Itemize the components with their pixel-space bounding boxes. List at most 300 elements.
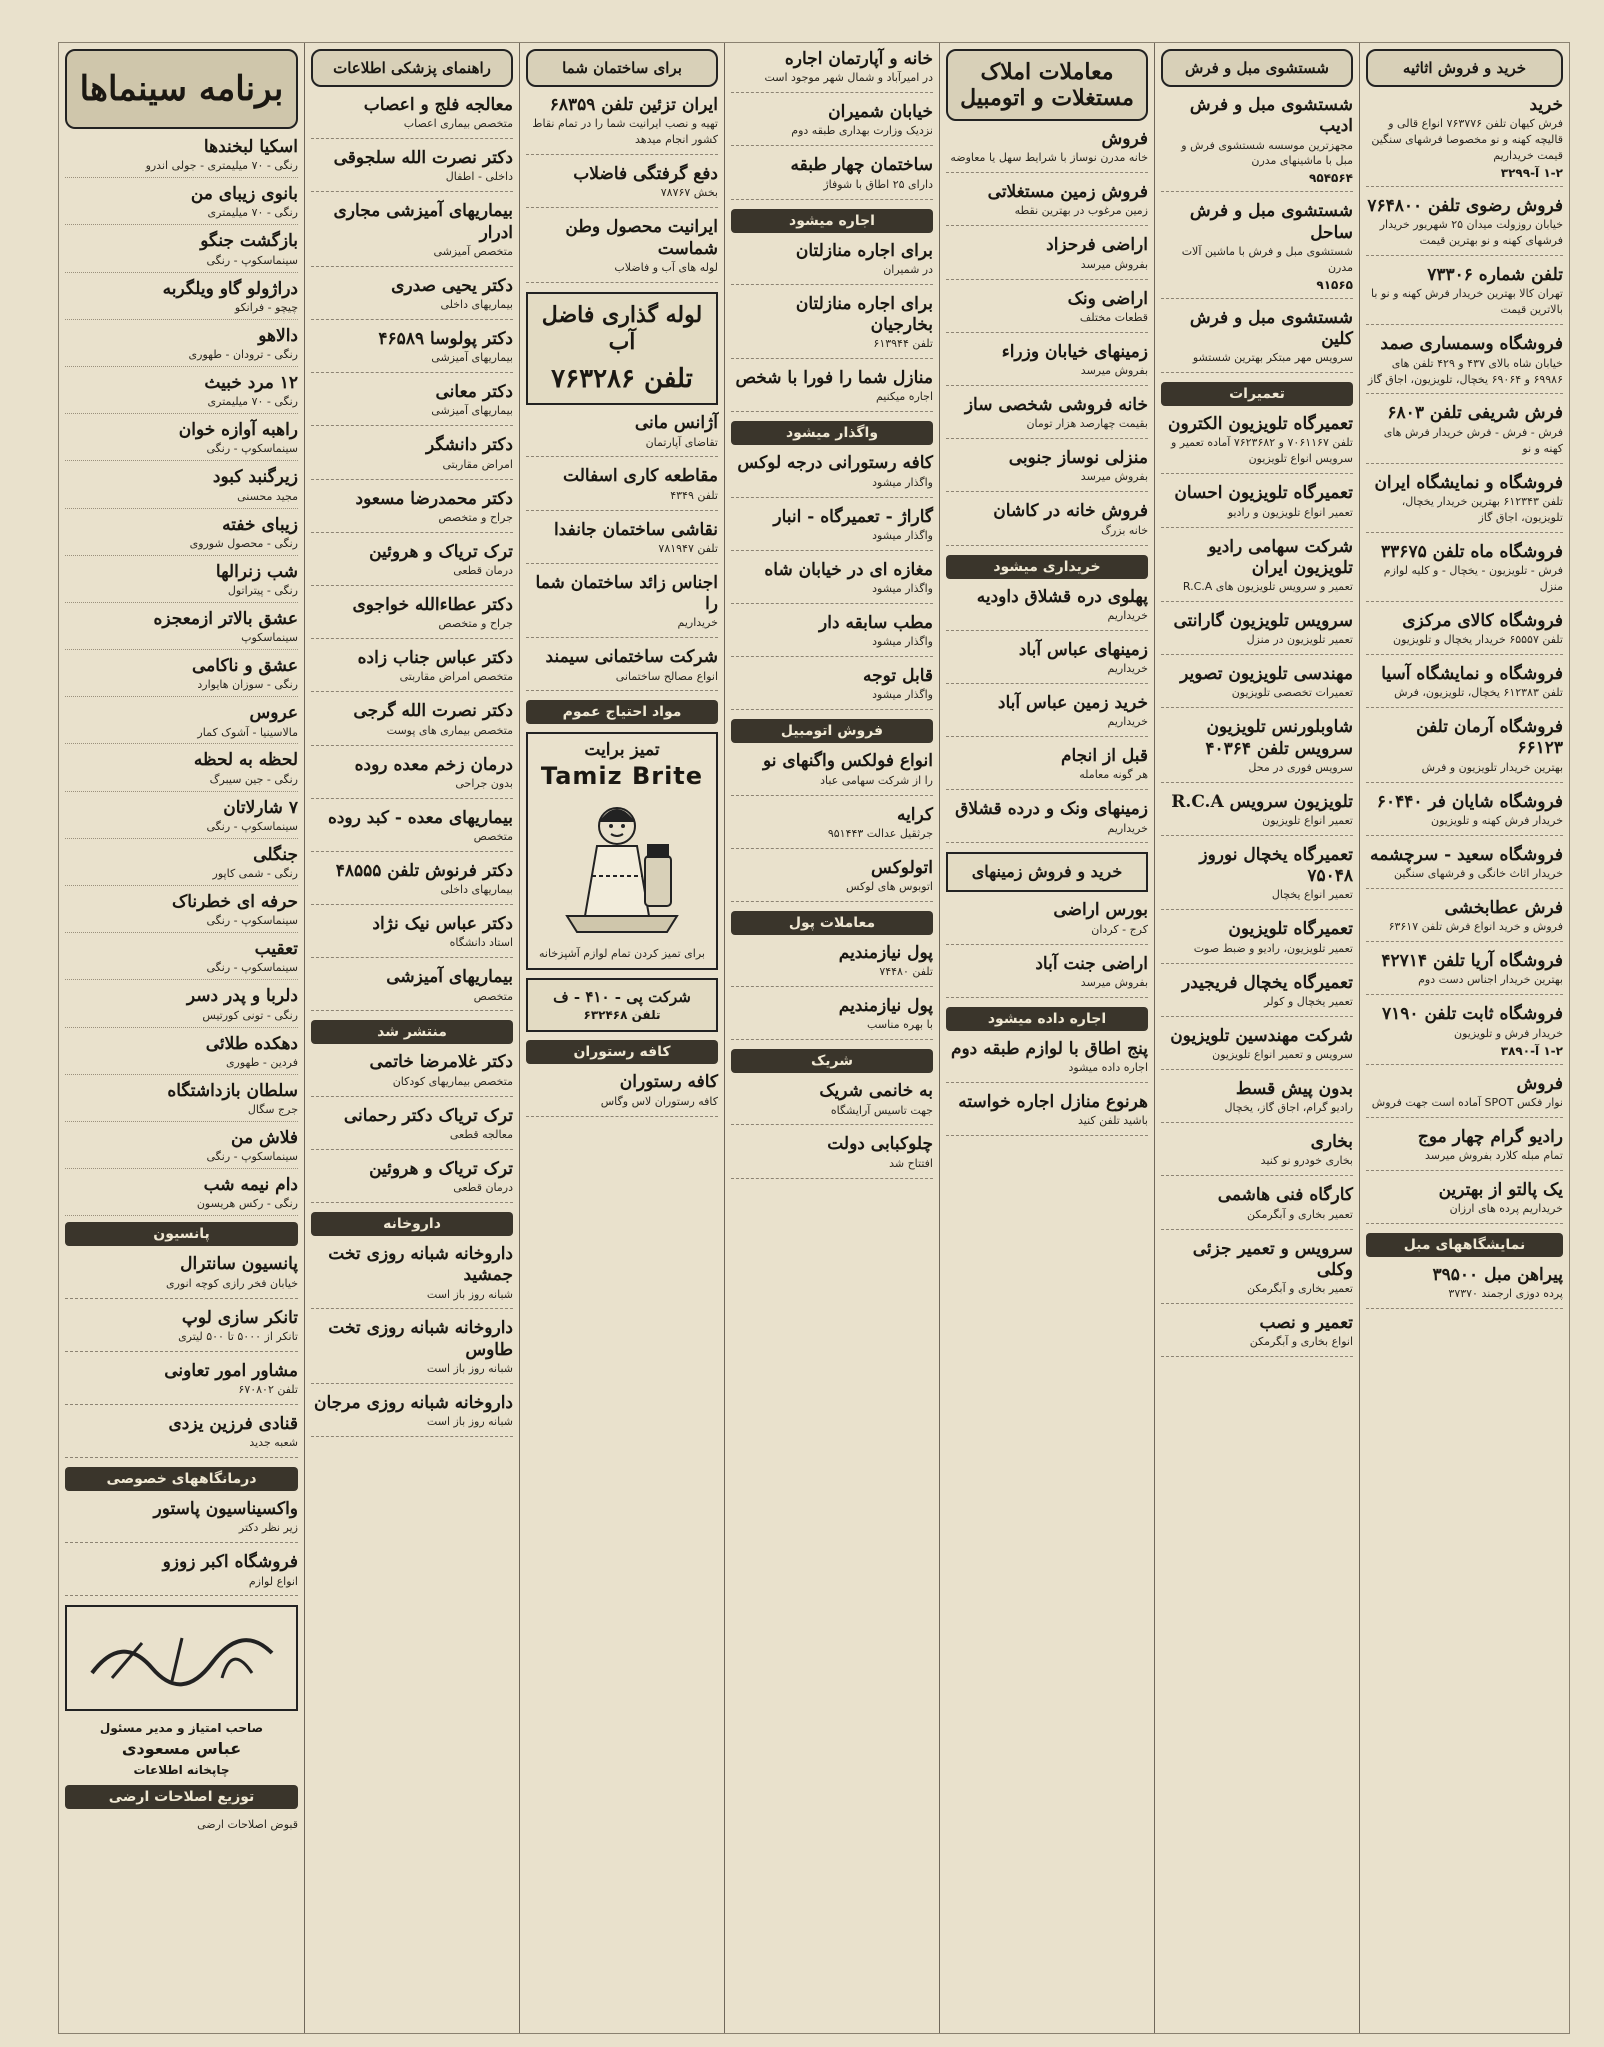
ad-title: ایران تزئین تلفن ۶۸۳۵۹ [549, 95, 718, 115]
classified-ad [1161, 845, 1353, 910]
ad-body: با بهره مناسب [867, 1018, 933, 1032]
ad-body: مالاسینیا - آشوک کمار [197, 725, 298, 739]
ad-title: برای اجاره منازلتان بخارجیان [795, 293, 933, 335]
classified-ad [731, 996, 933, 1040]
ad-title: دام نیمه شب [203, 1175, 298, 1196]
column-header: خرید و فروش اثاثیه [1366, 49, 1563, 87]
classified-ad [311, 1052, 513, 1096]
ad-title: دراژولو گاو ویلگربه [162, 278, 298, 299]
section-label: نمایشگاههای مبل [1366, 1233, 1563, 1257]
ad-body: جرثقیل عدالت ۹۵۱۴۴۳ [827, 826, 933, 840]
ad-body: در شمیران [883, 262, 933, 276]
classified-ad [1161, 1079, 1353, 1123]
ad-body: سرویس و تعمیر انواع تلویزیون [1212, 1048, 1353, 1061]
section-label: توزیع اصلاحات ارضی [65, 1785, 298, 1809]
ad-body: بهترین خریدار تلویزیون و فرش [1421, 760, 1563, 774]
ad-body: سینماسکوپ - رنگی [206, 914, 298, 928]
ad-title: حرفه ای خطرناک [172, 892, 298, 912]
ad-body: تعمیر انواع یخچال [1271, 888, 1353, 902]
ad-body: بفروش میرسد [1080, 257, 1148, 271]
ad-title: به خانمی شریک [819, 1081, 933, 1102]
cinema-listing [65, 231, 298, 272]
ad-body: سینماسکوپ [241, 631, 298, 645]
ad-title: خانه فروشی شخصی ساز [964, 394, 1148, 415]
classified-ad [1161, 1313, 1353, 1357]
ad-body: رنگی - رکس هریسون [196, 1197, 298, 1211]
ad-body: خانه مدرن نوساز با شرایط سهل یا معاوضه [950, 151, 1148, 165]
ad-title: دکتر غلامرضا خاتمی [369, 1052, 513, 1073]
ad-title: فروشگاه شایان فر ۶۰۴۴۰ [1376, 791, 1563, 812]
ad-title: شستشوی مبل و فرش ادیب [1189, 95, 1353, 137]
section-label: واگذار میشود [731, 421, 933, 445]
ad-title: منزلی نوساز جنوبی [1008, 448, 1148, 469]
ad-title: فروش زمین مستغلاتی [987, 182, 1148, 203]
ad-body: تعمیر و سرویس تلویزیون های R.C.A [1182, 580, 1353, 593]
ad-body: فروش و خرید انواع فرش تلفن ۶۳۶۱۷ [1388, 920, 1563, 934]
cinema-listing [65, 656, 298, 697]
classified-ad [1366, 717, 1563, 782]
classified-ad [946, 448, 1148, 492]
ad-body: بیماریهای آمیزشی [431, 404, 513, 418]
classified-ad [1366, 898, 1563, 942]
ad-body: خریداریم [677, 616, 718, 630]
ad-title: داروخانه شبانه روزی تخت جمشید [328, 1244, 513, 1286]
ad-title: فلاش من [231, 1127, 298, 1148]
classified-ad [311, 808, 513, 852]
classified-ad [946, 1039, 1148, 1083]
ad-title: تعمیر و نصب [1259, 1312, 1353, 1333]
ad-title: زمینهای ونک و درده قشلاق [955, 799, 1148, 820]
phone-ad [526, 978, 718, 1033]
classified-ad [65, 1552, 298, 1596]
ad-title: انواع فولکس واگنهای نو [763, 751, 933, 772]
ad-title: اتولوکس [871, 857, 933, 878]
classified-ad [1161, 483, 1353, 527]
ad-body: کرج - کردان [1091, 922, 1148, 936]
ad-body: افتتاح شد [889, 1156, 933, 1170]
ad-body: واگذار میشود [872, 635, 933, 649]
classified-ad [1366, 403, 1563, 463]
ad-body: تلفن ۶۱۲۳۴۳ بهترین خریدار یخچال، تلویزیون، اجاق گاز [1401, 494, 1563, 524]
classified-ad [946, 954, 1148, 998]
cinema-listing [65, 750, 298, 791]
ad-title: لحظه به لحظه [193, 750, 298, 771]
classified-ad [1161, 973, 1353, 1017]
ad-body: تعمیر تلویزیون، رادیو و ضبط صوت [1193, 941, 1353, 955]
cinema-listing [65, 798, 298, 839]
ad-title: شاوبلورنس تلویزیون سرویس تلفن ۴۰۳۶۴ [1205, 717, 1353, 759]
classified-ad [1366, 611, 1563, 655]
ad-title: دکتر عطاءالله خواجوی [352, 594, 513, 615]
ad-body: جراح و متخصص [438, 617, 513, 631]
ad-body: شبانه روز باز است [426, 1415, 513, 1429]
ad-body: تعمیر یخچال و کولر [1264, 994, 1353, 1008]
ad-title: دکتر یحیی صدری [391, 275, 513, 296]
classified-ad [946, 235, 1148, 279]
ad-body: تهران کالا بهترین خریدار فرش کهنه و نو با بالاترین قیمت [1371, 287, 1563, 317]
classified-ad [731, 368, 933, 412]
ad-title: عشق بالاتر ازمعجزه [153, 608, 298, 629]
classified-ad [731, 943, 933, 987]
ad-title: خرید [1529, 95, 1563, 115]
classified-ad [1366, 664, 1563, 708]
classified-ad [311, 595, 513, 639]
ad-body: دارای ۲۵ اطاق با شوفاژ [823, 177, 933, 191]
ad-body: متخصص بیماریهای کودکان [392, 1074, 513, 1088]
ad-body: فرش کیهان تلفن ۷۶۳۷۷۶ انواع قالی و قالیچه کهنه و نو مخصوصا فرشهای سنگین قیمت خریداریم [1371, 117, 1563, 163]
cinema-listing [65, 609, 298, 650]
classified-ad [731, 560, 933, 604]
classified-ad [65, 1254, 298, 1298]
classified-ad [311, 1159, 513, 1203]
ad-title: فروشگاه آریا تلفن ۴۲۷۱۴ [1381, 951, 1563, 972]
classified-ad [946, 129, 1148, 173]
classified-ad [731, 49, 933, 93]
classified-ad [731, 751, 933, 795]
ad-title: هرنوع منازل اجاره خواسته [958, 1092, 1148, 1112]
ad-title: عروس [249, 703, 298, 724]
column-real-estate [939, 43, 1154, 2033]
ad-title: لوله گذاری فاضل آب [541, 301, 703, 356]
ad-body: رنگی - شمی کاپور [212, 867, 298, 881]
classified-ad [1161, 201, 1353, 298]
ad-title: قنادی فرزین یزدی [168, 1413, 298, 1434]
classified-ad [1161, 1132, 1353, 1176]
ad-body: رنگی - تونی کورتیس [202, 1008, 298, 1022]
ad-title: دالاهو [258, 325, 298, 346]
classified-ad [731, 241, 933, 285]
classified-ad [526, 466, 718, 510]
classified-ad [946, 799, 1148, 843]
ad-title: فروش [1101, 129, 1148, 149]
ad-title: ترک تریاک و هروئین [369, 541, 513, 562]
classified-ad [311, 967, 513, 1011]
classified-ad [311, 1393, 513, 1437]
ad-body: بفروش میرسد [1080, 470, 1148, 484]
classified-ad [731, 294, 933, 359]
ad-title: چلوکبابی دولت [827, 1134, 933, 1155]
ad-title: زیرگنبد کبود [212, 467, 298, 488]
classified-ad [1161, 95, 1353, 192]
classified-ad [946, 746, 1148, 790]
classified-ad [1161, 1185, 1353, 1229]
ad-title: فروشگاه اکبر زوزو [162, 1552, 298, 1573]
ad-body: نزدیک وزارت بهداری طبقه دوم [791, 124, 933, 138]
ad-title: شستشوی مبل و فرش کلین [1189, 307, 1353, 349]
classified-ad [946, 900, 1148, 944]
ad-title: فروشگاه سعید - سرچشمه [1370, 844, 1563, 865]
ad-body: خریدار اثاث خانگی و فرشهای سنگین [1393, 867, 1563, 881]
ad-title: مغازه ای در خیابان شاه [764, 559, 933, 580]
classified-ad [1161, 664, 1353, 708]
ad-body: فرش - فرش - فرش خریدار فرش های کهنه و نو [1383, 425, 1563, 455]
ad-body: رنگی - ۷۰ میلیمتری [207, 395, 298, 409]
ad-body: خریداریم [1107, 715, 1148, 729]
ad-body: اجاره داده میشود [1068, 1061, 1148, 1075]
classified-ad [311, 276, 513, 320]
ad-title: شرکت سهامی رادیو تلویزیون ایران [1208, 536, 1353, 578]
ad-title: واکسیناسیون پاستور [153, 1499, 298, 1520]
section-label: کافه رستوران [526, 1040, 718, 1064]
ad-title: بورس اراضی [1053, 900, 1148, 921]
classified-ad [526, 95, 718, 155]
ad-body: را از شرکت سهامی عباد [820, 773, 933, 787]
ad-title: ساختمان چهار طبقه [790, 155, 933, 176]
classified-ad [946, 501, 1148, 545]
ad-body: جهت تاسیس آرایشگاه [830, 1103, 933, 1117]
ad-title: سرویس و تعمیر جزئی وکلی [1192, 1238, 1353, 1280]
ad-title: زمینهای عباس آباد [1018, 639, 1148, 660]
ad-body: تعمیر بخاری و آبگرمکن [1247, 1207, 1353, 1221]
ad-title: دکتر نصرت الله گرجی [353, 701, 513, 722]
ad-body: تعمیر انواع تلویزیون و رادیو [1227, 505, 1353, 519]
ad-body: بدون جراحی [455, 776, 513, 790]
ad-title: برای اجاره منازلتان [795, 240, 933, 261]
ad-title: شستشوی مبل و فرش ساحل [1189, 201, 1353, 243]
column-construction [519, 43, 724, 2033]
ad-body: تلفن ۴۳۴۹ [670, 488, 718, 502]
ad-body: فردین - طهوری [225, 1055, 298, 1069]
classified-ad [526, 1072, 718, 1116]
ad-body: تلفن ۷۸۱۹۴۷ [658, 541, 718, 555]
ad-body: تلفن ۶۵۵۵۷ خریدار یخچال و تلویزیون [1392, 633, 1563, 647]
ad-body: متخصص بیماری اعصاب [403, 117, 513, 131]
ad-body: رنگی - ترودان - طهوری [188, 348, 298, 361]
ad-title: قبل از انجام [1060, 746, 1148, 767]
cinema-listing [65, 939, 298, 980]
ad-body: قبوض اصلاحات ارضی [197, 1818, 298, 1832]
ad-body: شبانه روز باز است [426, 1287, 513, 1301]
classified-ad [311, 648, 513, 692]
ad-title: دکتر نصرت الله سلجوقی [333, 148, 513, 169]
ad-body: تانکر از ۵۰۰۰ تا ۵۰۰ لیتری [178, 1329, 298, 1343]
classified-ad [1161, 1026, 1353, 1070]
ad-body: خریداریم [1107, 608, 1148, 622]
ad-title: تعمیرگاه تلویزیون [1228, 919, 1353, 940]
ad-title: پانسیون سانترال [180, 1254, 298, 1275]
ad-title: کافه رستوران [619, 1072, 718, 1093]
classified-ad [65, 1499, 298, 1543]
ad-title: زمینهای خیابان وزراء [1001, 341, 1148, 362]
ad-body: پرده دوزی ارجمند ۳۷۳۷۰ [1448, 1287, 1563, 1301]
ad-body: نوار فکس SPOT آماده است جهت فروش [1371, 1095, 1563, 1109]
ad-phone: تلفن ۷۶۳۲۸۶ [551, 363, 693, 394]
ad-body: خیابان روزولت میدان ۲۵ شهریور خریدار فرشهای کهنه و نو بهترین قیمت [1379, 218, 1563, 248]
classified-ad [731, 666, 933, 710]
ad-body: تهیه و نصب ایرانیت شما را در تمام نقاط کشور انجام میدهد [532, 117, 718, 147]
classified-ad [1161, 414, 1353, 474]
ad-body: رنگی - جین سیبرگ [209, 772, 298, 786]
ad-title: خانه و آپارتمان اجاره [784, 49, 933, 69]
ad-title: داروخانه شبانه روزی مرجان [314, 1392, 513, 1413]
ad-title: شرکت پی - ۴۱۰ - ف [553, 987, 691, 1006]
ad-body: جرج سگال [247, 1103, 298, 1116]
ettelaat-logo [65, 1605, 298, 1711]
ad-body: تلفن ۶۷۰۸۰۲ [238, 1382, 298, 1396]
section-label: داروخانه [311, 1212, 513, 1236]
classified-ad [311, 435, 513, 479]
cinema-listing [65, 986, 298, 1027]
boxed-ad [946, 852, 1148, 892]
classified-ad [526, 520, 718, 564]
ad-body: متخصص [473, 829, 513, 843]
ad-body: بخش ۷۸۷۶۷ [660, 186, 718, 200]
masthead-footer [65, 1719, 298, 1779]
ad-title: پیراهن مبل ۳۹۵۰۰ [1432, 1265, 1563, 1286]
classified-ad [311, 489, 513, 533]
ad-title: آژانس مانی [634, 413, 718, 434]
classified-ad [731, 805, 933, 849]
brand-latin-name: Tamiz Brite [540, 761, 704, 790]
ad-body: اجاره میکنیم [875, 390, 933, 404]
ad-phone: ۹۱۵۶۵ [1316, 277, 1353, 292]
classified-ad [1366, 951, 1563, 995]
column-header: شستشوی مبل و فرش [1161, 49, 1353, 87]
tamiz-brite-ad [526, 732, 718, 969]
classified-ad [731, 155, 933, 199]
classified-ad [1366, 265, 1563, 325]
ad-title: پنج اطاق با لوازم طبقه دوم [950, 1038, 1148, 1059]
ad-title: بخاری [1310, 1132, 1353, 1153]
ad-title: دکتر عباس جناب زاده [357, 648, 513, 669]
ad-body: مجید محسنی [237, 489, 298, 503]
ad-body: رادیو گرام، اجاق گاز، یخچال [1224, 1101, 1353, 1115]
ad-title: دکتر پولوسا ۴۶۵۸۹ [378, 329, 513, 349]
classified-ad [1161, 308, 1353, 373]
ad-title: ۱۲ مرد خبیث [204, 372, 298, 393]
ad-title: تمیز برایت [584, 740, 660, 761]
footer-line: عباس مسعودی [121, 1739, 242, 1759]
ad-body: سرویس فوری در محل [1248, 760, 1353, 774]
cinema-listing [65, 515, 298, 556]
ad-body: واگذار میشود [872, 582, 933, 595]
ad-title: اراضی فرحزاد [1046, 235, 1148, 256]
ad-title: دکتر معانی [435, 382, 513, 403]
classified-ad [65, 1308, 298, 1352]
classified-ad [526, 164, 718, 208]
cinema-listing [65, 420, 298, 461]
classified-ad [946, 289, 1148, 333]
classified-ad [526, 413, 718, 457]
cinema-listing [65, 184, 298, 225]
ad-title: تعمیرگاه یخچال فریجیدر [1182, 972, 1353, 993]
classified-ad [311, 382, 513, 426]
ad-title: شرکت ساختمانی سیمند [545, 647, 718, 668]
ad-body: هر گونه معامله [1079, 768, 1148, 782]
classified-ad [946, 1092, 1148, 1136]
ad-body: رنگی - پیتراتول [227, 583, 298, 597]
ad-title: خرید و فروش زمینهای [971, 862, 1123, 882]
ad-title: بیماریهای معده - کبد روده [327, 807, 513, 828]
ad-title: خرید زمین عباس آباد [997, 692, 1148, 713]
ad-body: سینماسکوپ - رنگی [206, 1150, 298, 1164]
ad-title: گاراژ - تعمیرگاه - انبار [773, 506, 933, 527]
classified-ad [1366, 792, 1563, 836]
ad-body: معالجه قطعی [449, 1127, 513, 1141]
classified-ad [1366, 95, 1563, 187]
classified-ad [946, 342, 1148, 386]
cinema-listing [65, 892, 298, 933]
ad-body: تلفن ۷۰۶۱۱۶۷ و ۷۶۲۳۶۸۲ آماده تعمیر و سرویس انواع تلویزیون [1170, 436, 1353, 466]
ad-body: اتوبوس های لوکس [845, 879, 933, 893]
ad-title: پهلوی دره قشلاق داودیه [976, 586, 1148, 607]
ad-title: سرویس تلویزیون گارانتی [1173, 610, 1353, 631]
column-medical [304, 43, 519, 2033]
ad-body: در امیرآباد و شمال شهر موجود است [764, 71, 933, 85]
ad-phone: ۱-۲ آ-۳۸۹۰ [1500, 1043, 1563, 1058]
ad-title: یک پالتو از بهترین [1438, 1179, 1563, 1200]
classified-ad [65, 1361, 298, 1405]
ad-title: ترک تریاک دکتر رحمانی [343, 1105, 513, 1126]
ad-body: تلفن ۶۱۲۳۸۳ یخچال، تلویزیون، فرش [1394, 686, 1563, 700]
ad-body: خیابان شاه بالای ۴۳۷ و ۴۲۹ تلفن های ۶۹۹۸۶ و ۶۹۰۶۴ یخچال، تلویزیون، اجاق گاز [1367, 356, 1563, 386]
ad-title: زیبای خفته [222, 514, 298, 535]
ad-body: سرویس مهر مبتکر بهترین شستشو [1192, 351, 1353, 365]
classified-ad [946, 395, 1148, 439]
classified-ad [1366, 196, 1563, 256]
ad-body: بیماریهای آمیزشی [431, 351, 513, 365]
ad-body: انواع مصالح ساختمانی [615, 669, 718, 683]
ad-title: جنگلی [253, 844, 298, 865]
column-rentals-cars [724, 43, 939, 2033]
ad-body: تعمیرات تخصصی تلویزیون [1231, 686, 1353, 700]
classified-ad [1161, 919, 1353, 963]
ad-title: بدون پیش قسط [1235, 1078, 1353, 1099]
classified-ad [1366, 1004, 1563, 1064]
ad-title: فروشگاه ماه تلفن ۳۳۶۷۵ [1381, 541, 1563, 562]
ad-body: جراح و متخصص [438, 510, 513, 524]
ad-phone: ۱-۲ آ-۳۲۹۹ [1500, 166, 1563, 181]
ad-title: اراضی ونک [1067, 288, 1148, 309]
column-cleaning-repairs [1154, 43, 1359, 2033]
ad-title: ایرانیت محصول وطن شماست [565, 217, 718, 259]
ad-body: سینماسکوپ - رنگی [206, 961, 298, 975]
ad-body: چیچو - فرانکو [234, 300, 298, 314]
classified-ad [1366, 334, 1563, 394]
ad-body: بیماریهای داخلی [440, 298, 513, 312]
ad-title: راهبه آوازه خوان [178, 420, 298, 441]
ad-body: تمام مبله کلارد بفروش میرسد [1424, 1149, 1563, 1162]
ad-title: خیابان شمیران [828, 102, 933, 123]
ad-title: تلفن شماره ۷۳۳۰۶ [1427, 265, 1563, 286]
classifieds-page [58, 42, 1570, 2034]
ad-title: معالجه فلج و اعصاب [363, 95, 513, 115]
ad-body: مجهزترین موسسه شستشوی فرش و مبل با ماشینهای مدرن [1181, 138, 1353, 168]
ad-body: تعمیر بخاری و آبگرمکن [1247, 1282, 1353, 1295]
ad-title: پول نیازمندیم [838, 942, 933, 963]
ad-body: خانه بزرگ [1101, 523, 1148, 537]
classified-ad [1366, 1127, 1563, 1171]
ad-body: زمین مرغوب در بهترین نقطه [1014, 204, 1148, 218]
classified-ad [1366, 845, 1563, 889]
ad-title: دلربا و پدر دسر [186, 986, 298, 1007]
ad-title: نقاشی ساختمان جانفدا [554, 519, 718, 540]
ad-body: درمان قطعی [453, 1181, 513, 1195]
ad-title: دکتر عباس نیک نژاد [372, 914, 513, 935]
ad-title: دهکده طلائی [205, 1033, 298, 1054]
classified-ad [946, 182, 1148, 226]
classified-ad [526, 573, 718, 638]
classified-ad [731, 453, 933, 497]
cinema-listing [65, 703, 298, 744]
classified-ad [946, 693, 1148, 737]
classified-ad [1161, 537, 1353, 602]
ad-body: خریدار فرش کهنه و تلویزیون [1431, 813, 1563, 827]
section-label: معاملات پول [731, 911, 933, 935]
ad-body: تعمیر انواع تلویزیون [1262, 814, 1353, 827]
ad-title: قابل توجه [863, 666, 933, 687]
ad-body: خریداریم پرده های ارزان [1449, 1202, 1563, 1216]
